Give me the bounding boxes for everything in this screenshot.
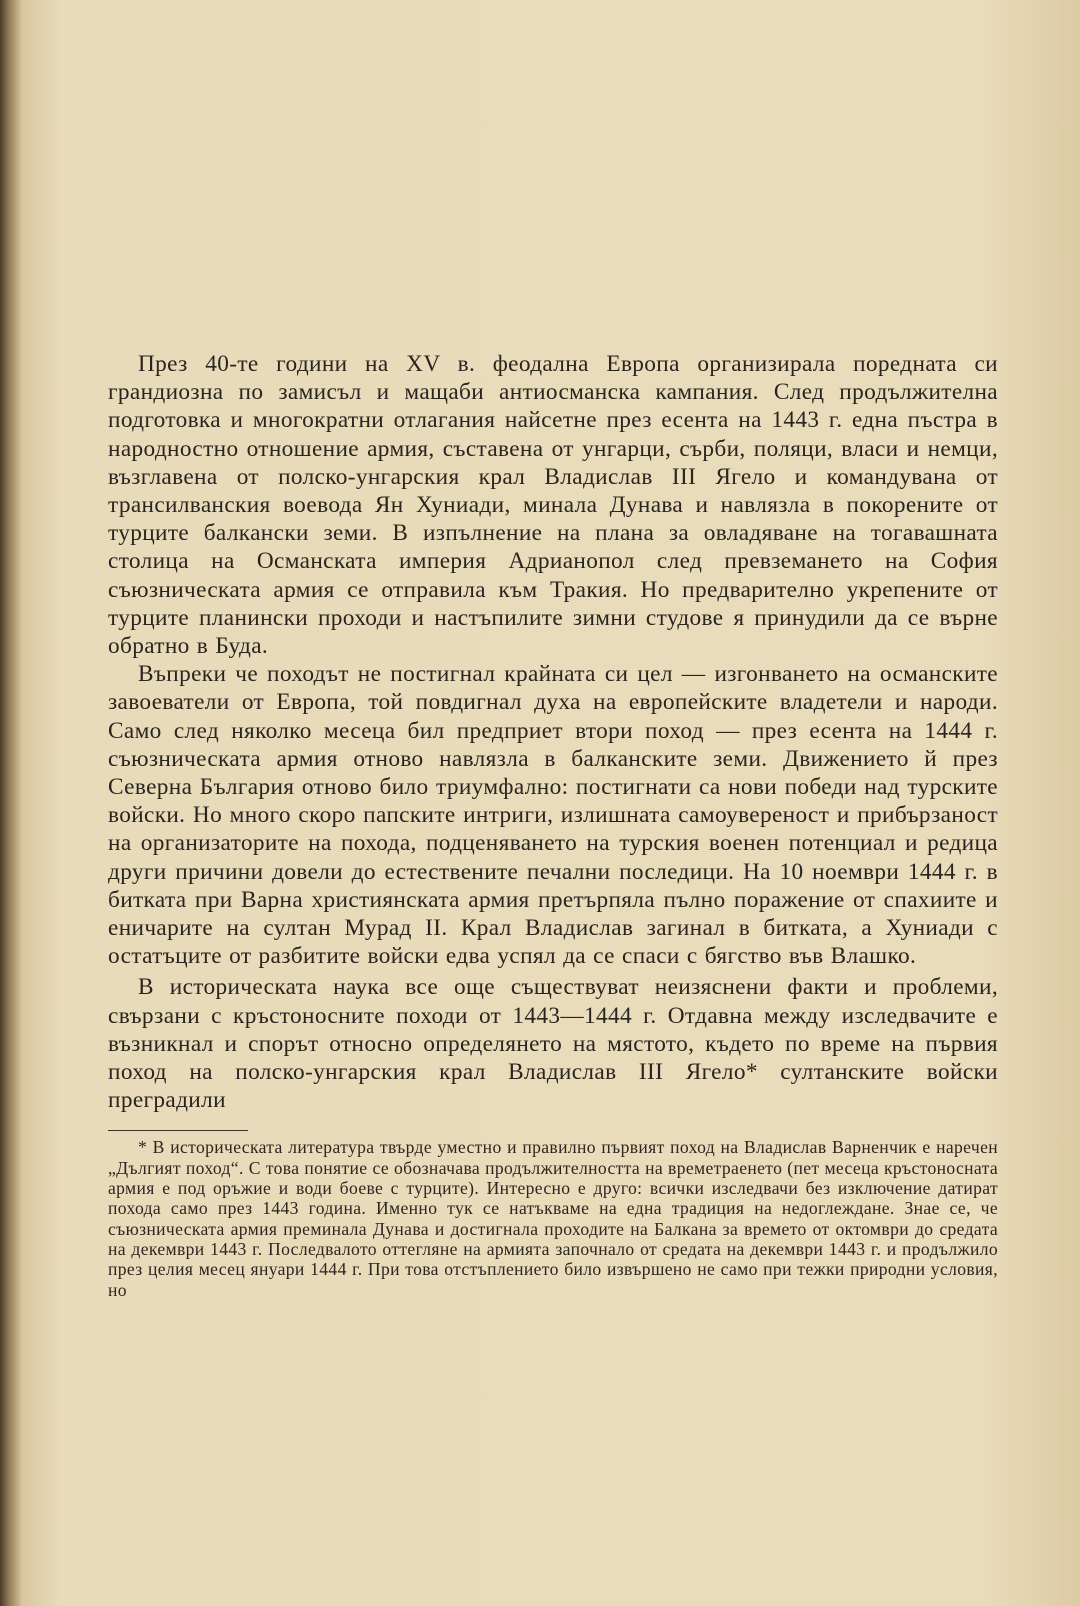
footnotes <box>108 1137 998 1299</box>
paragraph-1: През 40-те години на XV в. феодална Европа организирала поредната си грандиозна по замисъл и мащаби антиосманска кампания. След продължителна подготовка и многократни отлагания найсетне през есента на 1443 г. една пъстра в народностно отношение армия, съставена от унгарци, сърби, поляци, власи и немци, възглавена от полско-унгарския крал Владислав III Ягело и командувана от трансилванския воевода Ян Хуниади, минала Дунава и навлязла в покорените от турците балкански земи. В изпълнение на плана за овладяване на тогавашната столица на Османската империя Адрианопол след превземането на София съюзническата армия се отправила към Тракия. Но предварително укрепените от турците планински проходи и настъпилите зимни студове я принудили да се върне обратно в Буда. <box>108 351 998 660</box>
paragraph-3: В историческата наука все още съществуват неизяснени факти и проблеми, свързани с кръстоносните походи от 1443—1444 г. Отдавна между изследвачите е възникнал и спорът относно определянето на мястото, където по време на първия поход на полско-унгарския крал Владислав III Ягело* султанските войски преградили <box>108 974 998 1114</box>
body-text <box>108 350 998 1114</box>
page-content <box>108 350 998 1300</box>
paragraph-2: Въпреки че походът не постигнал крайната си цел — изгонването на османските завоеватели от Европа, той повдигнал духа на европейските владетели и народи. Само след няколко месеца бил предприет втори поход — през есента на 1444 г. съюзническата армия отново навлязла в балканските земи. Движението й през Северна България отново било триумфално: постигнати са нови победи над турските войски. Но много скоро папските интриги, излишната самоувереност и прибързаност на организаторите на похода, подценяването на турския военен потенциал и редица други причини довели до естествените печални последици. На 10 ноември 1444 г. в битката при Варна християнската армия претърпяла пълно поражение от спахиите и еничарите на султан Мурад II. Крал Владислав загинал в битката, а Хуниади с остатъците от разбитите войски едва успял да се спаси с бягство във Влашко. <box>108 661 998 970</box>
footnote-1: * В историческата литература твърде уместно и правилно първият поход на Владислав Варненчик е наречен „Дългият поход“. С това понятие се обозначава продължителността на времетраенето (пет месеца кръстоносната армия е под оръжие и води боеве с турците). Интересно е друго: всички изследвачи без изключение датират похода само през 1443 година. Именно тук се натъкваме на една традиция на недоглеждане. Знае се, че съюзническата армия преминала Дунава и достигнала проходите на Балкана за времето от октомври до средата на декември 1443 г. Последвалото оттегляне на армията започнало от средата на декември 1443 г. и продължило през целия месец януари 1444 г. При това отстъплението било извършено не само при тежки природни условия, но <box>108 1137 998 1300</box>
footnote-divider <box>108 1130 248 1131</box>
